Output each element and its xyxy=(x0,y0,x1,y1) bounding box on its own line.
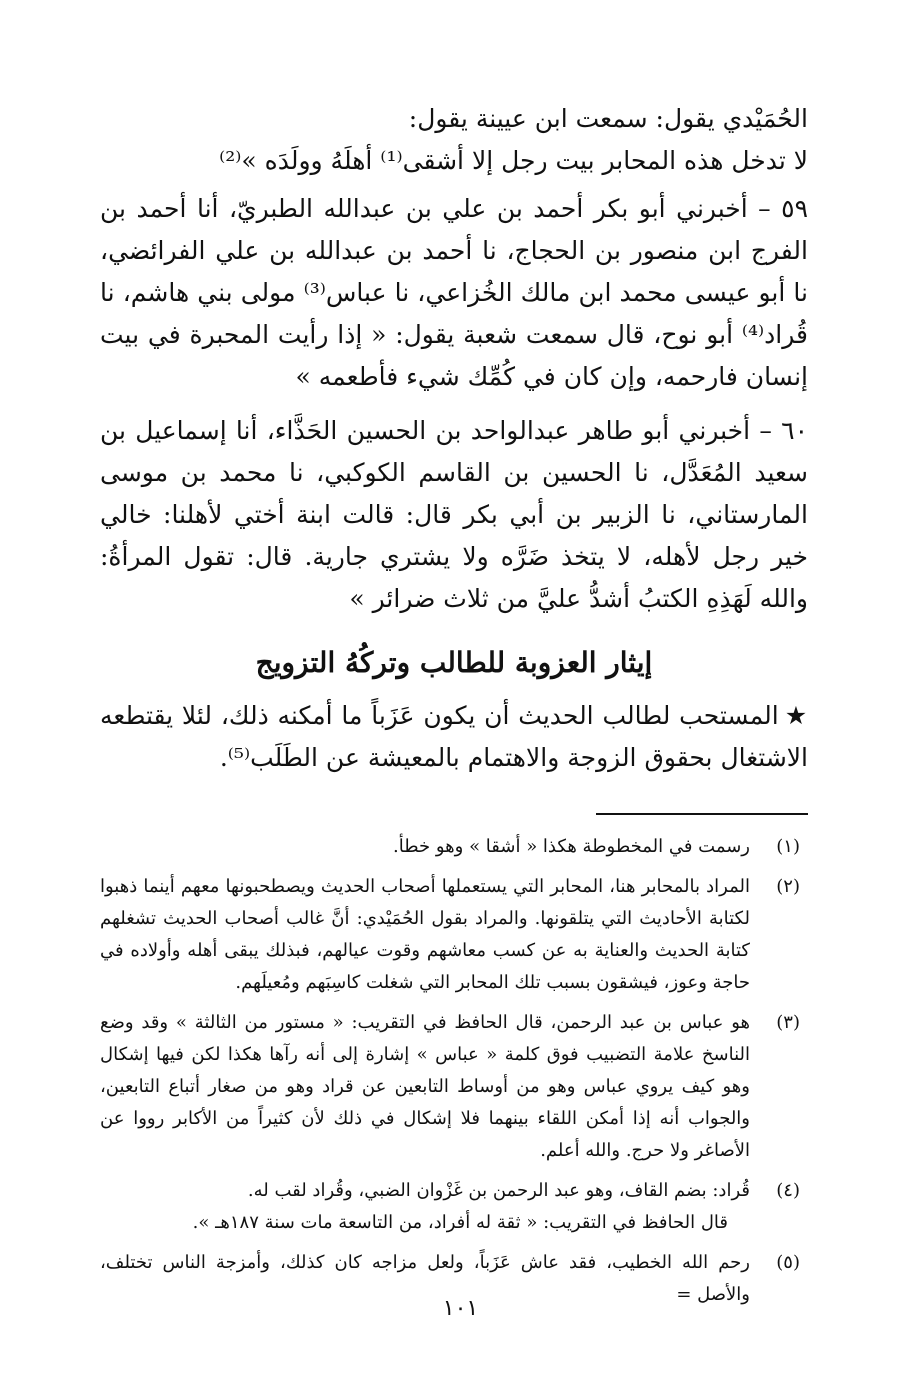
footnote-number: (٤) xyxy=(776,1180,800,1201)
paragraph-60: ٦٠ – أخبرني أبو طاهر عبدالواحد بن الحسين الحَذَّاء، أنا إسماعيل بن سعيد المُعَدَّل، نا الحسين بن القاسم الكوكبي، نا محمد بن موسى المارستاني، نا الزبير بن أبي بكر قال: قالت ابنة أختي لأهلنا: خالي خير رجل لأهله، لا يتخذ ضَرَّه ولا يشتري جارية. قال: تقول المرأةُ: والله لَهَذِهِ الكتبُ أشدُّ عليَّ من ثلاث ضرائر » xyxy=(100,416,808,613)
footnotes xyxy=(100,831,808,1311)
intro-line-1: الحُمَيْدي يقول: سمعت ابن عيينة يقول: xyxy=(408,104,808,133)
paragraph-59: ٥٩ – أخبرني أبو بكر أحمد بن علي بن عبدالله الطبريّ، أنا أحمد بن الفرج ابن منصور بن الحجاج، نا أحمد بن عبدالله بن علي الفرائضي، نا أبو عيسى محمد ابن مالك الخُزاعي، نا عباس⁽³⁾ مولى بني هاشم، نا قُراد⁽⁴⁾ أبو نوح، قال سمعت شعبة يقول: « إذا رأيت المحبرة في بيت إنسان فارحمه، وإن كان في كُمِّك شيء فأطعمه » xyxy=(100,194,808,391)
main-text xyxy=(100,98,808,779)
page-content xyxy=(100,98,808,1319)
footnote-text: قُراد: بضم القاف، وهو عبد الرحمن بن غَزْوان الضبي، وقُراد لقب له. xyxy=(247,1180,750,1201)
footnote-subtext: قال الحافظ في التقريب: « ثقة له أفراد، من التاسعة مات سنة ١٨٧هـ ». xyxy=(192,1212,728,1233)
footnote-2 xyxy=(100,871,808,999)
footnote-1 xyxy=(100,831,808,863)
footnote-text: رسمت في المخطوطة هكذا « أشقا » وهو خطأ. xyxy=(393,836,750,857)
footnote-body xyxy=(100,1175,750,1239)
footnote-text: هو عباس بن عبد الرحمن، قال الحافظ في التقريب: « مستور من الثالثة » وقد وضع الناسخ علامة التضبيب فوق كلمة « عباس » إشارة إلى أنه رآها هكذا لكن فيها إشكال وهو كيف يروي عباس وهو من أوساط التابعين عن قراد وهو من صغار أتباع التابعين، والجواب أنه إذا أمكن اللقاء بينهما فلا إشكال في ذلك لأن كثيراً من الأكابر رووا عن الأصاغر ولا حرج. والله أعلم. xyxy=(100,1012,750,1161)
footnote-4 xyxy=(100,1175,808,1239)
footnote-number: (١) xyxy=(776,836,800,857)
intro-line-2: لا تدخل هذه المحابر بيت رجل إلا أشقى⁽¹⁾ أهلَهُ وولَدَه »⁽²⁾ xyxy=(219,146,808,175)
section-heading: إيثار العزوبة للطالب وتركُهُ التزويج xyxy=(255,646,653,679)
footnote-text: المراد بالمحابر هنا، المحابر التي يستعملها أصحاب الحديث ويصطحبونها معهم أينما ذهبوا لكتابة الأحاديث التي يتلقونها. والمراد بقول الحُمَيْدي: أنَّ غالب أصحاب الحديث تشغلهم كتابة الحديث والعناية به عن كسب معاشهم وقوت عيالهم، فبذلك يبقى أهله وأولاده في حاجة وعوز، فيشقون بسبب تلك المحابر التي شغلت كاسِبَهم ومُعيلَهم. xyxy=(100,876,750,993)
star-icon: ★ xyxy=(784,701,808,730)
section-text: المستحب لطالب الحديث أن يكون عَزَباً ما أمكنه ذلك، لئلا يقتطعه الاشتغال بحقوق الزوجة والاهتمام بالمعيشة عن الطَلَب⁽⁵⁾. xyxy=(100,701,808,772)
footnote-number: (٣) xyxy=(776,1012,800,1033)
section-paragraph xyxy=(100,695,808,779)
footnote-text: رحم الله الخطيب، فقد عاش عَزَباً، ولعل مزاجه كان كذلك، وأمزجة الناس تختلف، والأصل = xyxy=(100,1252,750,1305)
footnote-3 xyxy=(100,1007,808,1167)
footnote-separator xyxy=(596,813,808,815)
footnote-number: (٥) xyxy=(776,1252,800,1273)
footnote-number: (٢) xyxy=(776,876,800,897)
page-number: ١٠١ xyxy=(442,1296,479,1321)
